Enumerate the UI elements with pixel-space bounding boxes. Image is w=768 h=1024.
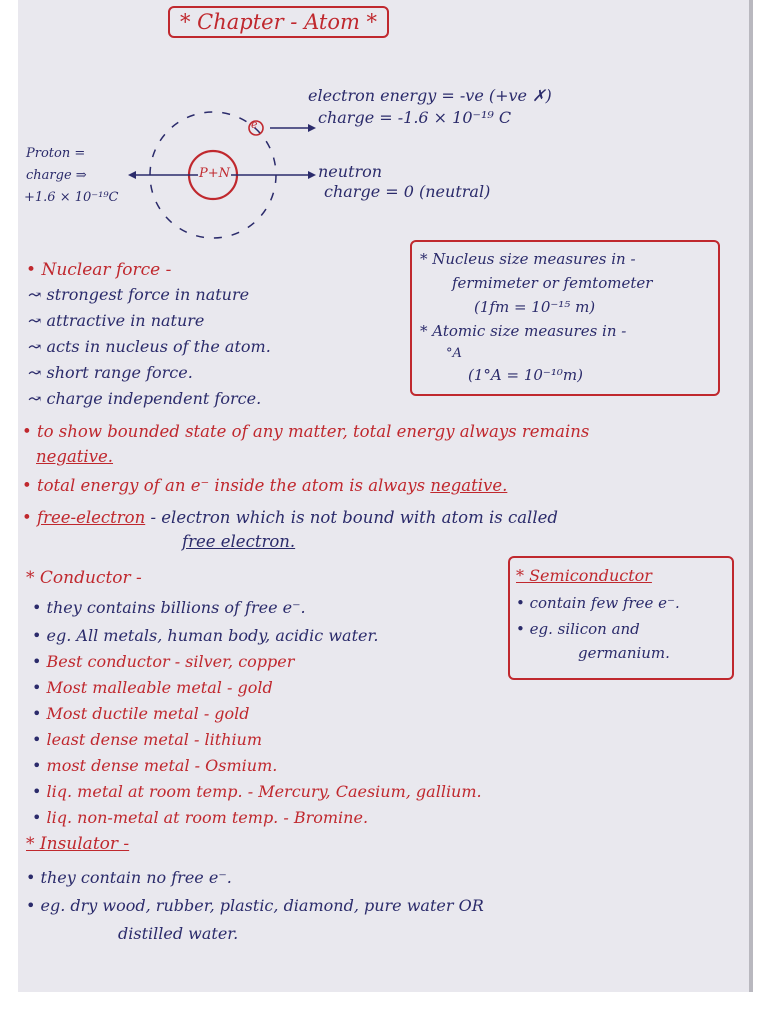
nuclear-force-heading: • Nuclear force - xyxy=(26,260,172,280)
conductor-heading: * Conductor - xyxy=(26,568,142,588)
insulator-heading: * Insulator - xyxy=(26,834,130,854)
insulator-item: • eg. dry wood, rubber, plastic, diamond, pure water OR xyxy=(26,896,484,915)
electron-energy-text: electron energy = -ve (+ve ✗) xyxy=(308,86,552,105)
conductor-item: • eg. All metals, human body, acidic water. xyxy=(32,626,379,645)
size-box-line: (1fm = 10⁻¹⁵ m) xyxy=(474,298,596,316)
nucleus-label: P+N xyxy=(199,166,231,181)
semiconductor-line: • contain few free e⁻. xyxy=(516,594,680,612)
conductor-item: • liq. metal at room temp. - Mercury, Caesium, gallium. xyxy=(32,782,482,801)
nuclear-force-item: ↝ strongest force in nature xyxy=(28,285,250,304)
electron-charge-text: charge = -1.6 × 10⁻¹⁹ C xyxy=(318,108,512,127)
size-box-line: °A xyxy=(446,346,462,361)
neutron-text: neutron xyxy=(318,162,383,181)
nuclear-force-item: ↝ acts in nucleus of the atom. xyxy=(28,337,271,356)
conductor-item: • Most malleable metal - gold xyxy=(32,678,273,697)
conductor-item: • Best conductor - silver, copper xyxy=(32,652,295,671)
size-box-line: fermimeter or femtometer xyxy=(452,274,653,292)
page-title: * Chapter - Atom * xyxy=(168,6,389,38)
electron-symbol: e xyxy=(251,118,258,131)
neutron-charge-text: charge = 0 (neutral) xyxy=(324,182,491,201)
proton-line-3: +1.6 × 10⁻¹⁹C xyxy=(24,190,119,205)
total-energy-line: • total energy of an e⁻ inside the atom is always negative. xyxy=(22,476,508,495)
bounded-state-line: • to show bounded state of any matter, total energy always remains xyxy=(22,422,590,441)
nuclear-force-item: ↝ short range force. xyxy=(28,363,193,382)
semiconductor-line: germanium. xyxy=(578,644,670,662)
atom-diagram xyxy=(18,0,749,260)
semiconductor-line: • eg. silicon and xyxy=(516,620,640,638)
conductor-item: • Most ductile metal - gold xyxy=(32,704,250,723)
size-box-line: * Nucleus size measures in - xyxy=(420,250,636,268)
semiconductor-heading: * Semiconductor xyxy=(516,566,652,585)
nuclear-force-item: ↝ charge independent force. xyxy=(28,389,262,408)
size-box-line: (1°A = 10⁻¹⁰m) xyxy=(468,366,583,384)
conductor-item: • least dense metal - lithium xyxy=(32,730,263,749)
bounded-state-line-2: negative. xyxy=(36,447,114,466)
free-electron-line-2: free electron. xyxy=(182,532,296,551)
nuclear-force-item: ↝ attractive in nature xyxy=(28,311,205,330)
notebook-page xyxy=(18,0,753,992)
insulator-item: • they contain no free e⁻. xyxy=(26,868,232,887)
conductor-item: • liq. non-metal at room temp. - Bromine. xyxy=(32,808,369,827)
proton-line-1: Proton = xyxy=(26,146,86,161)
proton-line-2: charge ⇒ xyxy=(26,168,87,183)
conductor-item: • they contains billions of free e⁻. xyxy=(32,598,306,617)
insulator-continuation: distilled water. xyxy=(118,924,239,943)
size-box-line: * Atomic size measures in - xyxy=(420,322,627,340)
free-electron-line: • free-electron - electron which is not bound with atom is called xyxy=(22,508,558,527)
conductor-item: • most dense metal - Osmium. xyxy=(32,756,278,775)
